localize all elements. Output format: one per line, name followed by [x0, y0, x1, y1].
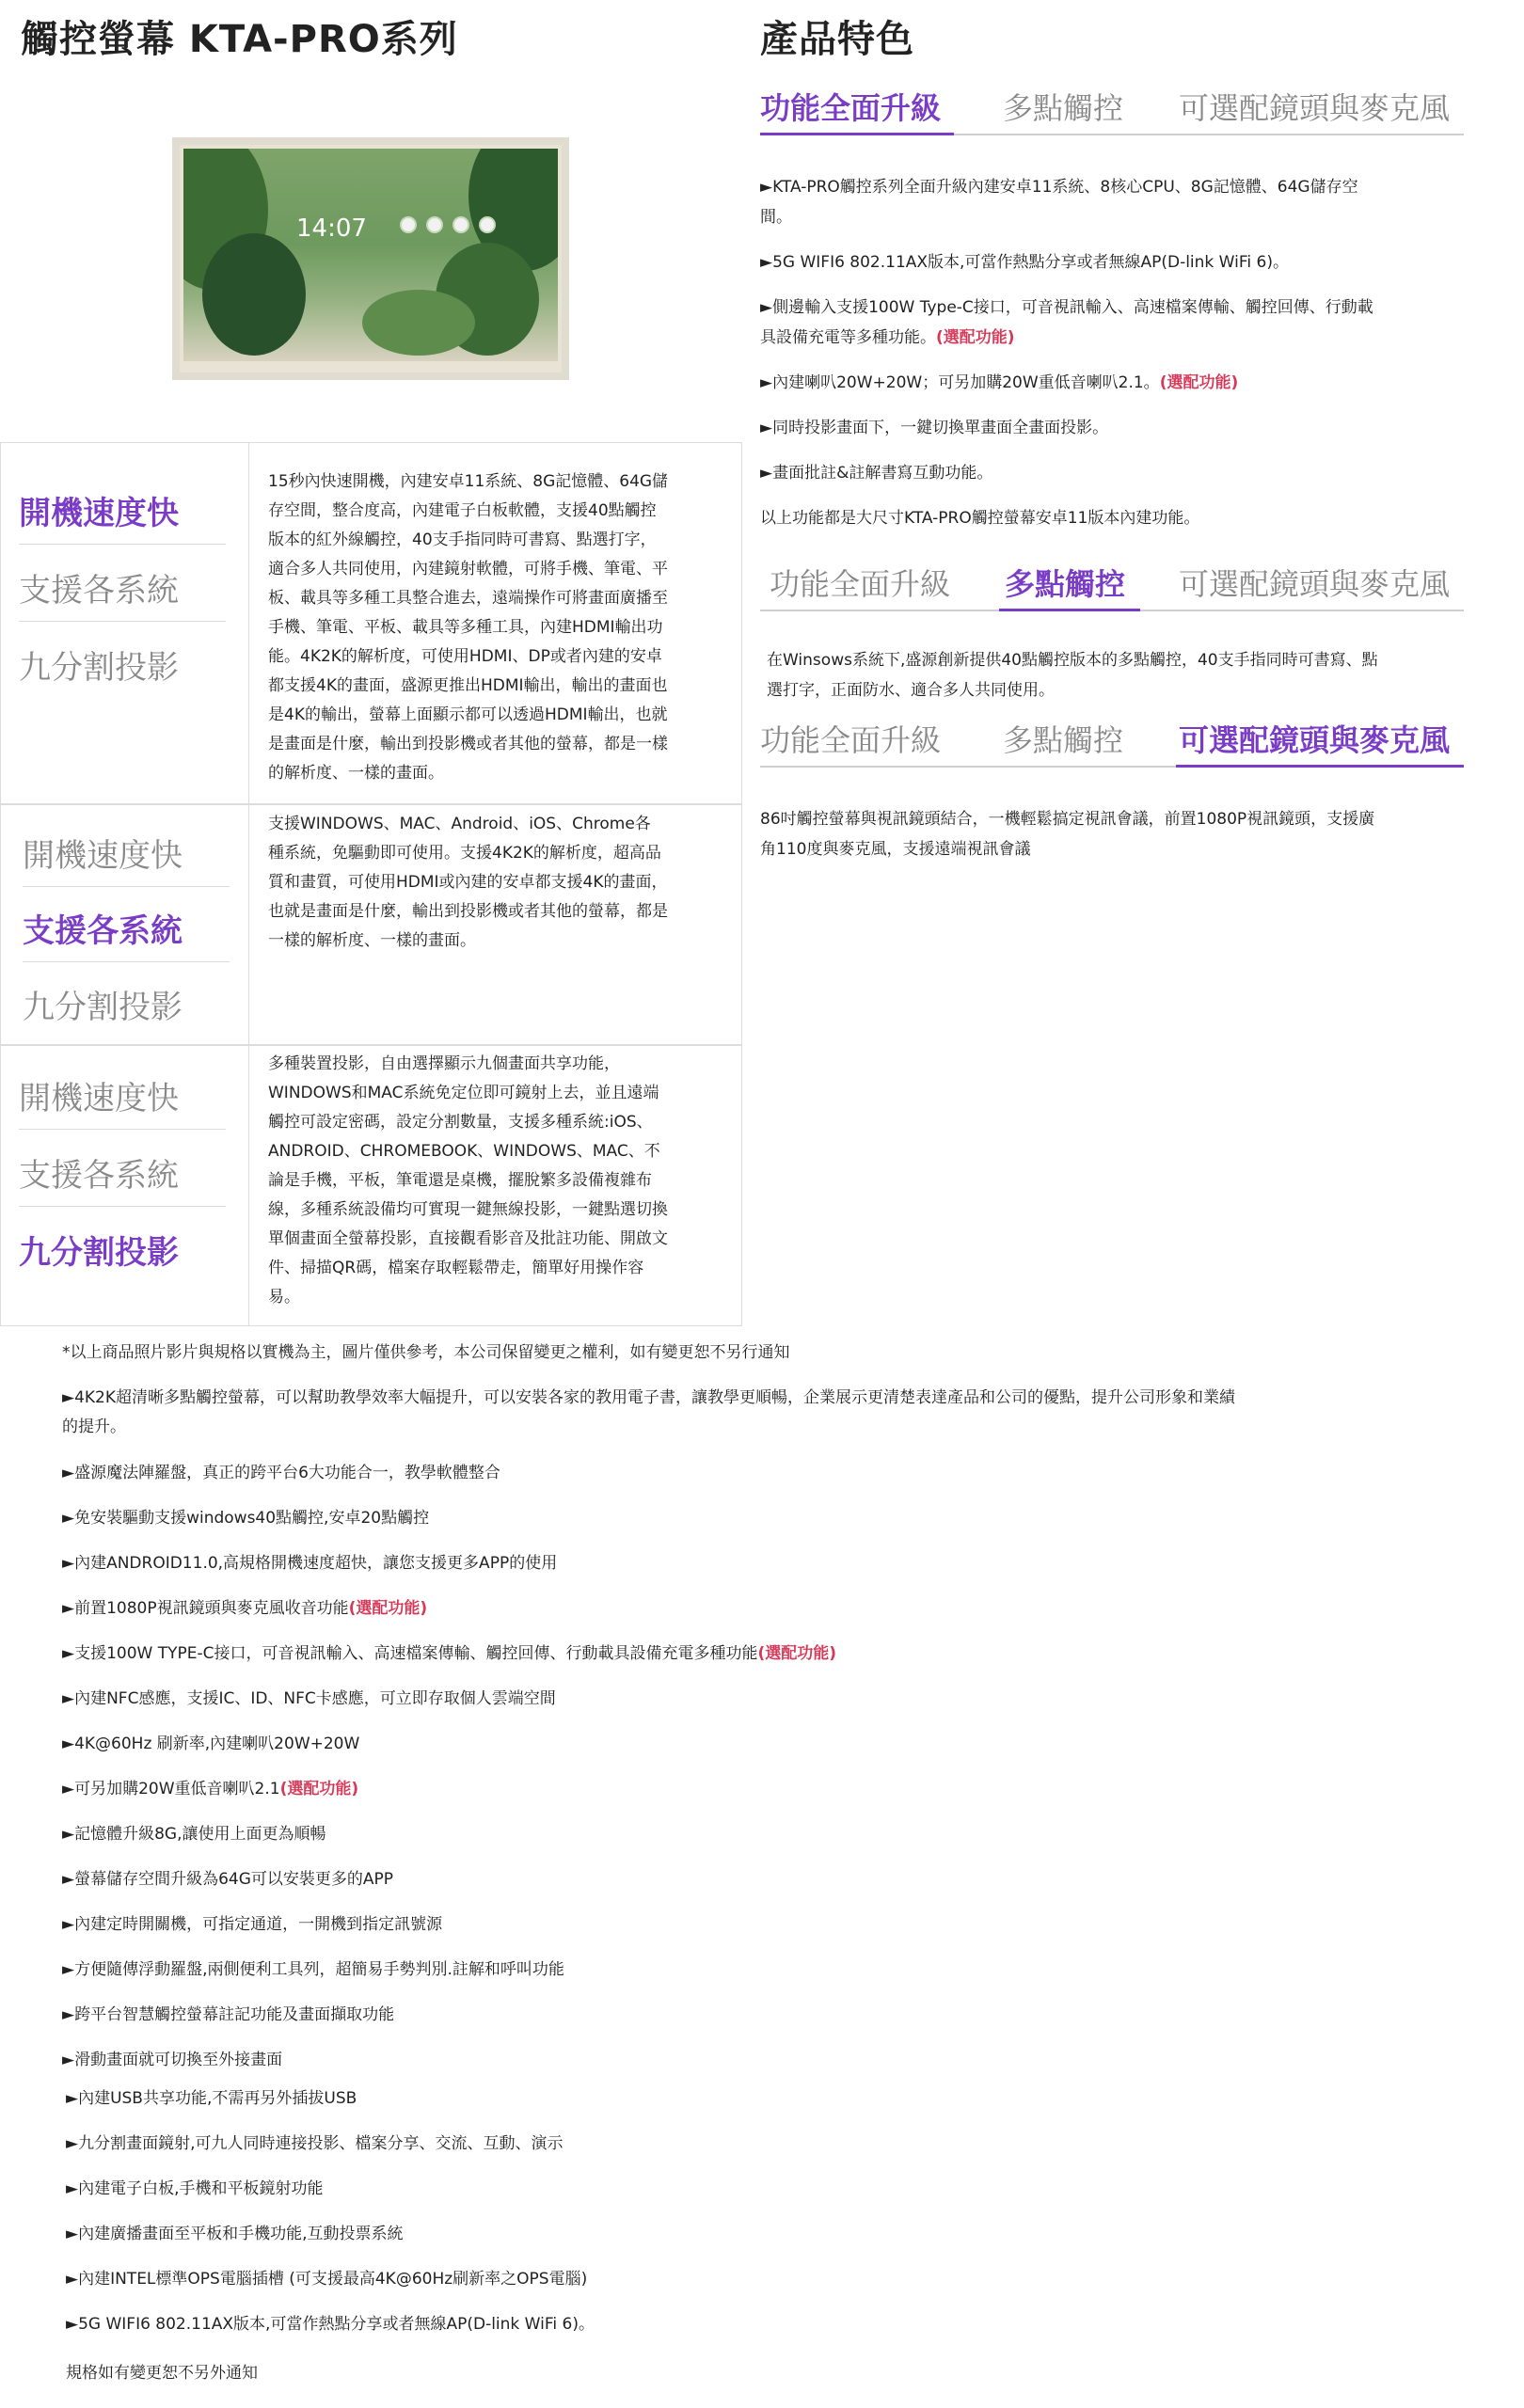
feature-line: 間。 — [760, 208, 792, 227]
divider — [23, 886, 230, 887]
text-line: 一樣的解析度、一樣的畫面。 — [268, 931, 476, 950]
text-line: 質和畫質，可使用HDMI或內建的安卓都支援4K的畫面， — [268, 873, 668, 892]
text-line: 線，多種系統設備均可實現一鍵無線投影，一鍵點選切換 — [268, 1200, 668, 1219]
intro-line: ►4K2K超清晰多點觸控螢幕，可以幫助教學效率大幅提升，可以安裝各家的教用電子書，讓教學更順暢，企業展示更清楚表達產品和公司的優點，提升公司形象和業績 — [62, 1388, 1235, 1407]
left-tab-systems[interactable]: 支援各系統 — [23, 912, 183, 950]
active-tab-underline — [999, 609, 1140, 611]
text-line: ANDROID、CHROMEBOOK、WINDOWS、MAC、不 — [268, 1142, 660, 1161]
text-line: 是4K的輸出，螢幕上面顯示都可以透過HDMI輸出，也就 — [268, 705, 668, 724]
spec-item: ►內建USB共享功能,不需再另外插拔USB — [66, 2089, 357, 2108]
vertical-divider — [248, 442, 249, 804]
spec-item: ►可另加購20W重低音喇叭2.1(選配功能) — [62, 1780, 359, 1798]
text-line: 版本的紅外線觸控，40支手指同時可書寫、點選打字， — [268, 531, 657, 549]
left-tab-boot[interactable]: 開機速度快 — [19, 495, 179, 532]
feature-line: ►內建喇叭20W+20W；可另加購20W重低音喇叭2.1。(選配功能) — [760, 373, 1239, 392]
left-tab-systems[interactable]: 支援各系統 — [19, 1157, 179, 1195]
clock-time: 14:07 — [296, 214, 367, 243]
optional-tag: (選配功能) — [279, 1780, 359, 1798]
panel-boot — [268, 467, 734, 788]
feature-line: ►側邊輸入支援100W Type-C接口，可音視訊輸入、高速檔案傳輸、觸控回傳、行動載 — [760, 298, 1373, 317]
left-tab-systems[interactable]: 支援各系統 — [19, 572, 179, 610]
text-line: 是畫面是什麼，輸出到投影機或者其他的螢幕，都是一樣 — [268, 735, 668, 753]
spec-item: ►內建廣播畫面至平板和手機功能,互動投票系統 — [66, 2225, 404, 2243]
tab-camera-mic[interactable]: 可選配鏡頭與麥克風 — [1179, 722, 1451, 758]
left-tab-split[interactable]: 九分割投影 — [23, 989, 183, 1026]
left-tab-boot[interactable]: 開機速度快 — [19, 1080, 179, 1117]
tab-multitouch[interactable]: 多點觸控 — [1005, 566, 1126, 602]
active-tab-underline — [760, 133, 954, 135]
spec-item: ►九分割畫面鏡射,可九人同時連接投影、檔案分享、交流、互動、演示 — [66, 2134, 564, 2153]
spec-item: ►5G WIFI6 802.11AX版本,可當作熱點分享或者無線AP(D-link WiFi 6)。 — [66, 2315, 595, 2334]
feature-line: ►畫面批註&註解書寫互動功能。 — [760, 464, 993, 483]
text-line: 板、載具等多種工具整合進去，遠端操作可將畫面廣播至 — [268, 589, 668, 608]
text-line: 多種裝置投影，自由選擇顯示九個畫面共享功能， — [268, 1054, 620, 1073]
feature-line: ►KTA-PRO觸控系列全面升級內建安卓11系統、8核心CPU、8G記憶體、64G儲存空 — [760, 178, 1358, 197]
product-image — [172, 137, 569, 380]
text-line: 易。 — [268, 1288, 300, 1307]
divider — [19, 1129, 226, 1130]
feature-summary: 以上功能都是大尺寸KTA-PRO觸控螢幕安卓11版本內建功能。 — [760, 509, 1200, 528]
text-line: 都支援4K的畫面，盛源更推出HDMI輸出，輸出的畫面也 — [268, 676, 668, 695]
panel-camera — [760, 804, 1475, 864]
divider — [19, 621, 226, 622]
app-icon — [426, 216, 443, 233]
spec-item: ►記憶體升級8G,讓使用上面更為順暢 — [62, 1825, 326, 1844]
feature-line: 在Winsows系統下,盛源創新提供40點觸控版本的多點觸控，40支手指同時可書寫、點 — [767, 651, 1378, 670]
spec-item: ►4K@60Hz 刷新率,內建喇叭20W+20W — [62, 1735, 360, 1753]
app-dock — [400, 216, 505, 237]
spec-item: ►內建定時開關機，可指定通道，一開機到指定訊號源 — [62, 1915, 443, 1934]
text-line: 單個畫面全螢幕投影，直接觀看影音及批註功能、開啟文 — [268, 1229, 668, 1248]
text-line: 適合多人共同使用，內建鏡射軟體，可將手機、筆電、平 — [268, 560, 668, 578]
optional-tag: (選配功能) — [1159, 373, 1239, 392]
text-line: 件、掃描QR碼，檔案存取輕鬆帶走，簡單好用操作容 — [268, 1259, 644, 1277]
feature-line: ►同時投影畫面下，一鍵切換單畫面全畫面投影。 — [760, 419, 1109, 437]
tab-camera-mic[interactable]: 可選配鏡頭與麥克風 — [1179, 90, 1451, 126]
spec-item: ►內建INTEL標準OPS電腦插槽 (可支援最高4K@60Hz刷新率之OPS電腦) — [66, 2270, 588, 2289]
feature-line: 具設備充電等多種功能。(選配功能) — [760, 328, 1015, 347]
text-line: 支援WINDOWS、MAC、Android、iOS、Chrome各 — [268, 815, 651, 833]
app-icon — [400, 216, 417, 233]
panel-systems — [268, 810, 734, 956]
text-line: WINDOWS和MAC系統免定位即可鏡射上去，並且遠端 — [268, 1084, 659, 1102]
features-title: 產品特色 — [760, 18, 914, 61]
intro-line: 的提升。 — [62, 1418, 126, 1436]
text-line: 觸控可設定密碼，設定分割數量，支援多種系統:iOS、 — [268, 1113, 653, 1132]
spec-item: ►內建電子白板,手機和平板鏡射功能 — [66, 2179, 324, 2198]
tab-upgrade[interactable]: 功能全面升級 — [760, 90, 942, 126]
text-line: 15秒內快速開機，內建安卓11系統、8G記憶體、64G儲 — [268, 472, 669, 491]
left-tab-boot[interactable]: 開機速度快 — [23, 837, 183, 875]
text-line: 的解析度、一樣的畫面。 — [268, 764, 444, 783]
feature-line: ►5G WIFI6 802.11AX版本,可當作熱點分享或者無線AP(D-link WiFi 6)。 — [760, 253, 1289, 272]
app-icon — [452, 216, 469, 233]
optional-tag: (選配功能) — [757, 1644, 837, 1663]
left-tab-split[interactable]: 九分割投影 — [19, 1234, 179, 1272]
optional-tag: (選配功能) — [936, 328, 1015, 347]
text-line: 種系統，免驅動即可使用。支援4K2K的解析度，超高品 — [268, 844, 661, 863]
tab-multitouch[interactable]: 多點觸控 — [1003, 90, 1124, 126]
text-line: 也就是畫面是什麼，輸出到投影機或者其他的螢幕，都是 — [268, 902, 668, 921]
divider — [23, 961, 230, 962]
text-line: 手機、筆電、平板、載具等多種工具，內建HDMI輸出功 — [268, 618, 663, 637]
disclaimer: *以上商品照片影片與規格以實機為主，圖片僅供參考，本公司保留變更之權利，如有變更恕不另行通知 — [62, 1343, 790, 1362]
spec-item: ►跨平台智慧觸控螢幕註記功能及畫面擷取功能 — [62, 2005, 395, 2024]
product-title: 觸控螢幕 KTA-PRO系列 — [21, 18, 458, 61]
tab-multitouch[interactable]: 多點觸控 — [1003, 722, 1124, 758]
vertical-divider — [248, 1045, 249, 1326]
left-tab-split[interactable]: 九分割投影 — [19, 649, 179, 687]
vertical-divider — [248, 804, 249, 1045]
tab-camera-mic[interactable]: 可選配鏡頭與麥克風 — [1179, 566, 1451, 602]
text-line: 論是手機，平板，筆電還是桌機，擺脫繁多設備複雜布 — [268, 1171, 652, 1190]
spec-item: ►螢幕儲存空間升級為64G可以安裝更多的APP — [62, 1870, 394, 1889]
active-tab-underline — [1176, 765, 1464, 768]
divider — [19, 1206, 226, 1207]
divider — [19, 544, 226, 545]
footer-note: 規格如有變更恕不另外通知 — [66, 2364, 258, 2383]
text-line: 存空間，整合度高，內建電子白板軟體，支援40點觸控 — [268, 501, 657, 520]
app-icon — [479, 216, 496, 233]
text-line: 能。4K2K的解析度，可使用HDMI、DP或者內建的安卓 — [268, 647, 662, 666]
spec-item: ►前置1080P視訊鏡頭與麥克風收音功能(選配功能) — [62, 1599, 428, 1618]
tab-upgrade[interactable]: 功能全面升級 — [770, 566, 951, 602]
optional-tag: (選配功能) — [348, 1599, 428, 1618]
panel-multitouch — [767, 645, 1472, 705]
spec-item: ►滑動畫面就可切換至外接畫面 — [62, 2051, 283, 2069]
feature-line: 選打字，正面防水、適合多人共同使用。 — [767, 681, 1055, 700]
panel-upgrade — [760, 172, 1475, 533]
spec-item: ►內建ANDROID11.0,高規格開機速度超快，讓您支援更多APP的使用 — [62, 1554, 558, 1573]
spec-item: ►內建NFC感應，支援IC、ID、NFC卡感應，可立即存取個人雲端空間 — [62, 1689, 556, 1708]
feature-line: 86吋觸控螢幕與視訊鏡頭結合，一機輕鬆搞定視訊會議，前置1080P視訊鏡頭，支援廣 — [760, 810, 1375, 829]
spec-item: ►免安裝驅動支援windows40點觸控,安卓20點觸控 — [62, 1509, 430, 1528]
spec-item: ►支援100W TYPE-C接口，可音視訊輸入、高速檔案傳輸、觸控回傳、行動載具設備充電多種功能(選配功能) — [62, 1644, 837, 1663]
spec-item: ►方便隨傳浮動羅盤,兩側便利工具列，超簡易手勢判別.註解和呼叫功能 — [62, 1960, 564, 1979]
tab-upgrade[interactable]: 功能全面升級 — [760, 722, 942, 758]
feature-line: 角110度與麥克風，支援遠端視訊會議 — [760, 840, 1031, 859]
monitor-bezel — [180, 361, 562, 372]
spec-item: ►盛源魔法陣羅盤，真正的跨平台6大功能合一，教學軟體整合 — [62, 1464, 500, 1482]
panel-split — [268, 1050, 734, 1312]
